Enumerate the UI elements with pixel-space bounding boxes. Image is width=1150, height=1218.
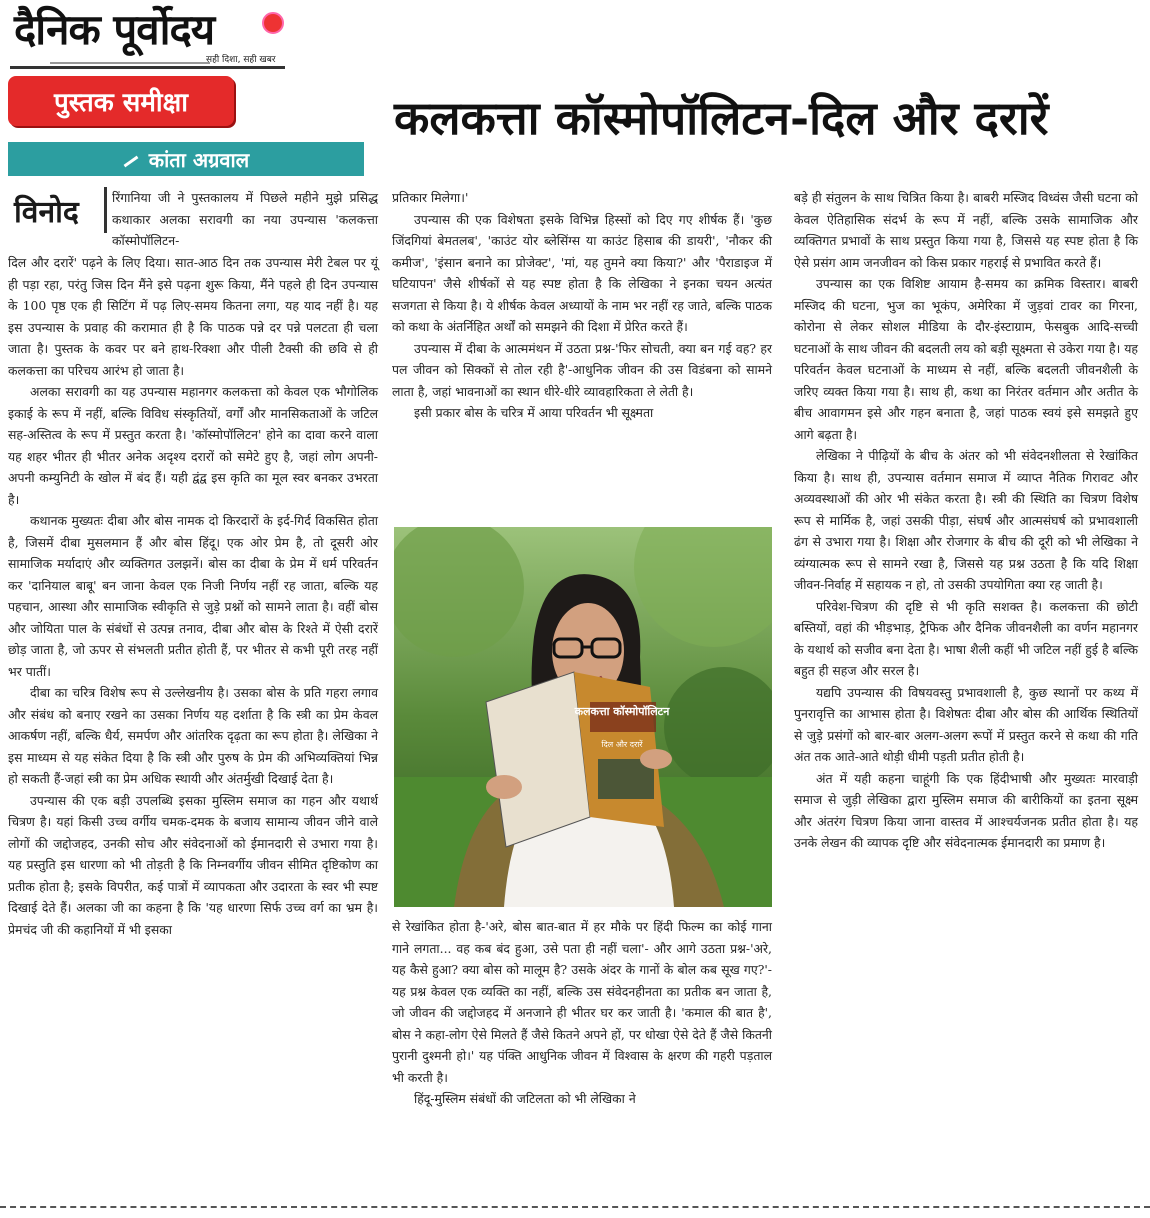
paragraph: उपन्यास का एक विशिष्ट आयाम है-समय का क्रमिक विस्तार। बाबरी मस्जिद की घटना, भुज का भूकंप, अमेरिका में जुड़वां टावर का गिरना, कोरोना से लेकर सोशल मीडिया के दौर-इंस्टाग्राम, फेसबुक आदि-सच्ची घटनाओं के साथ जीवन की बदलती लय को बड़ी सूक्ष्मता से उकेरा गया है। यह परिवर्तन केवल घटनाओं के माध्यम से नहीं, बल्कि बदलती जीवनशैली के जरिए व्यक्त किया गया है। साथ ही, कथा का निरंतर वर्तमान और अतीत के बीच आवागमन इसे और गहन बनाता है, जहां पाठक स्वयं इसे समझते हुए आगे बढ़ता है। (794, 276, 1138, 442)
column1-lead (112, 187, 378, 252)
article-headline: कलकत्ता कॉस्मोपॉलिटन-दिल और दरारें (394, 91, 1049, 145)
column1 (8, 252, 378, 940)
lead-paragraph: रिंगानिया जी ने पुस्तकालय में पिछले महीने मुझे प्रसिद्ध कथाकार अलका सरावगी का नया उपन्यास 'कलकत्ता कॉस्मोपॉलिटन- (112, 190, 378, 248)
section-label-text: पुस्तक समीक्षा (54, 88, 188, 118)
masthead-tagline: सही दिशा, सही खबर (206, 55, 276, 65)
pen-icon (123, 155, 138, 167)
newspaper-name: दैनिक पूर्वोदय (14, 5, 215, 54)
paragraph: अंत में यही कहना चाहूंगी कि एक हिंदीभाषी और मुख्यतः मारवाड़ी समाज से जुड़ी लेखिका द्वारा मुस्लिम समाज की बारीकियों का इतना सूक्ष्म और अंतरंग चित्रण किया जाना वास्तव में आश्चर्यजनक प्रतीत होता है। यह उनके लेखन की व्यापक दृष्टि और संवेदनात्मक ईमानदारी का प्रमाण है। (794, 770, 1138, 850)
paragraph: से रेखांकित होता है-'अरे, बोस बात-बात में हर मौके पर हिंदी फिल्म का कोई गाना गाने लगता... वह कब बंद हुआ, उसे पता ही नहीं चला'- और आगे उठता प्रश्न-'अरे, यह कैसे हुआ? क्या बोस को मालूम है? उसके अंदर के गानों के बोल कब सूख गए?'-यह प्रश्न केवल एक व्यक्ति का नहीं, बल्कि उस संवेदनहीनता का प्रतीक बन जाता है, जो जीवन की जद्दोजहद में अनजाने ही भीतर घर कर जाती है। 'कमाल की बात है', बोस ने कहा-लोग ऐसे मिलते हैं जैसे कितने अपने हों, पर धोखा ऐसे देते हैं जैसे कितनी पुरानी दुश्मनी हो।' यह पंक्ति आधुनिक जीवन में विश्वास के क्षरण की गहरी पड़ताल भी करती है। (392, 919, 772, 1085)
column2-top (392, 187, 772, 424)
author-line (123, 146, 250, 173)
paragraph: बड़े ही संतुलन के साथ चित्रित किया है। बाबरी मस्जिद विध्वंस जैसी घटना को केवल ऐतिहासिक संदर्भ के रूप में नहीं, बल्कि उसके सामाजिक और व्यक्तिगत प्रभावों के साथ प्रस्तुत किया गया है, जिससे यह स्पष्ट होता है कि ऐसे प्रसंग आम जनजीवन को किस प्रकार गहराई से प्रभावित करते हैं। (794, 190, 1138, 270)
paragraph: उपन्यास की एक विशेषता इसके विभिन्न हिस्सों को दिए गए शीर्षक हैं। 'कुछ जिंदगियां बेमतलब', 'काउंट योर ब्लेसिंग्स या काउंट हिसाब की डायरी', 'नौकर की कमीज', 'इंसान बनाने का प्रोजेक्ट', 'मां, यह तुमने क्या किया?' और 'पैराडाइज में घटियापन' जैसे शीर्षकों से यह स्पष्ट होता है कि लेखिका ने इनका चयन अत्यंत सजगता से किया है। ये शीर्षक केवल अध्यायों के नाम भर नहीं रह जाते, बल्कि पाठक को कथा के अंतर्निहित अर्थों को समझने की दिशा में प्रेरित करते हैं। (392, 211, 772, 334)
byline-box (8, 187, 107, 233)
section-label (8, 76, 234, 126)
paragraph: दीबा का चरित्र विशेष रूप से उल्लेखनीय है। उसका बोस के प्रति गहरा लगाव और संबंध को बनाए रखने का उसका निर्णय यह दर्शाता है कि स्त्री का प्रेम केवल आकर्षण नहीं, बल्कि धैर्य, समर्पण और आंतरिक दृढ़ता का रूप होता है। लेखिका ने इस माध्यम से यह संकेत दिया है कि स्त्री और पुरुष के प्रेम की अभिव्यक्तियां भिन्न हो सकती हैं-जहां स्त्री का प्रेम अधिक स्थायी और अंतर्मुखी दिखाई देता है। (8, 685, 378, 786)
byline-name: विनोद (14, 194, 79, 230)
photo-illustration (394, 527, 772, 907)
paragraph: प्रतिकार मिलेगा।' (392, 190, 469, 205)
paragraph: परिवेश-चित्रण की दृष्टि से भी कृति सशक्त है। कलकत्ता की छोटी बस्तियों, वहां की भीड़भाड़, ट्रैफिक और दैनिक जीवनशैली का वर्णन महानगर के यथार्थ को सजीव बना देता है। भाषा शैली कहीं भी जटिल नहीं हुई है बल्कि बहुत ही सहज और सरल है। (794, 598, 1138, 678)
author-photo (394, 527, 772, 907)
paragraph: उपन्यास की एक बड़ी उपलब्धि इसका मुस्लिम समाज का गहन और यथार्थ चित्रण है। यहां किसी उच्च वर्गीय चमक-दमक के बजाय सामान्य जीवन जीने वाले लोगों की जद्दोजहद, उनकी सोच और संवेदनाओं को ईमानदारी से उभारा गया है। यह प्रस्तुति इस धारणा को भी तोड़ती है कि निम्नवर्गीय जीवन सीमित दृष्टिकोण का प्रतीक होता है; इसके विपरीत, कई पात्रों में व्यापकता और उदारता के स्वर भी स्पष्ट दिखाई देते हैं। अलका जी का कहना है कि 'यह धारणा सिर्फ उच्च वर्ग का भ्रम है। प्रेमचंद जी की कहानियों में भी इसका (8, 792, 378, 937)
paragraph: इसी प्रकार बोस के चरित्र में आया परिवर्तन भी सूक्ष्मता (414, 405, 654, 420)
paragraph: अलका सरावगी का यह उपन्यास महानगर कलकत्ता को केवल एक भौगोलिक इकाई के रूप में नहीं, बल्कि विविध संस्कृतियों, वर्गों और मानसिकताओं के जटिल सह-अस्तित्व के रूप में प्रस्तुत करता है। 'कॉस्मोपॉलिटन' होने का दावा करने वाला यह शहर भीतर ही भीतर अनेक अदृश्य दरारों को समेटे हुए है, जहां लोग अपनी-अपनी कम्युनिटी के खोल में बंद हैं। यही द्वंद्व इस कृति का मूल स्वर बनकर उभरता है। (8, 384, 378, 507)
paragraph: लेखिका ने पीढ़ियों के बीच के अंतर को भी संवेदनशीलता से रेखांकित किया है। साथ ही, उपन्यास वर्तमान समाज में व्याप्त नैतिक गिरावट और अव्यवस्थाओं की ओर भी संकेत करता है। स्त्री की स्थिति का चित्रण विशेष रूप से मार्मिक है, जहां उसकी पीड़ा, संघर्ष और आत्मसंघर्ष को प्रभावशाली ढंग से उभारा गया है। शिक्षा और रोजगार के बीच की दूरी को भी लेखिका ने व्यंग्यात्मक रूप से सामने रखा है, जिससे यह प्रश्न उठता है कि यदि शिक्षा जीवन-निर्वाह में सहायक न हो, तो उसकी उपयोगिता क्या रह जाती है। (794, 448, 1138, 592)
author-bar (8, 142, 364, 176)
masthead (10, 4, 285, 72)
paragraph: यद्यपि उपन्यास की विषयवस्तु प्रभावशाली है, कुछ स्थानों पर कथ्य में पुनरावृत्ति का आभास होता है। विशेषतः दीबा और बोस की आर्थिक स्थितियों से जुड़े प्रसंगों को बार-बार अलग-अलग रूपों में प्रस्तुत करने से कथा की गति अंत तक आते-आते थोड़ी धीमी पड़ती प्रतीत होती है। (794, 684, 1138, 764)
column2-bottom (392, 916, 772, 1110)
book-cover-title: कलकत्ता कॉस्मोपॉलिटन (574, 705, 670, 718)
column3 (794, 187, 1138, 854)
paragraph: दिल और दरारें' पढ़ने के लिए दिया। सात-आठ दिन तक उपन्यास मेरी टेबल पर यूं ही पड़ा रहा, परंतु जिस दिन मैंने इसे पढ़ना शुरू किया, मैंने पहले ही दिन उपन्यास के 100 पृष्ठ एक ही सिटिंग में पढ़ लिए-समय कितना लगा, यह याद नहीं है। यह इस उपन्यास के प्रवाह की करामात ही है कि पाठक पन्ने दर पन्ने पलटता ही चला जाता है। पुस्तक के कवर पर बने हाथ-रिक्शा और पीली टैक्सी की छवि से ही कलकत्ता का परिचय आरंभ हो जाता है। (8, 255, 378, 378)
masthead-underline (10, 66, 285, 69)
paragraph: उपन्यास में दीबा के आत्ममंथन में उठता प्रश्न-'फिर सोचती, क्या बन गई वह? हर पल जीवन को सिक्कों से तोल रही है'-आधुनिक जीवन की उस विडंबना को सामने लाता है, जहां भावनाओं का स्थान धीरे-धीरे व्यावहारिकता ले लेती है। (392, 340, 772, 399)
sun-logo-icon (262, 12, 284, 34)
author-name: कांता अग्रवाल (148, 147, 250, 172)
masthead-rule (50, 62, 210, 64)
bottom-dashed-rule (0, 1206, 1150, 1208)
paragraph: हिंदू-मुस्लिम संबंधों की जटिलता को भी लेखिका ने (414, 1091, 636, 1106)
book-cover-subtitle: दिल और दरारें (601, 740, 643, 749)
paragraph: कथानक मुख्यतः दीबा और बोस नामक दो किरदारों के इर्द-गिर्द विकसित होता है, जिसमें दीबा मुसलमान हैं और बोस हिंदू। एक ओर प्रेम है, तो दूसरी ओर सामाजिक मर्यादाएं और व्यक्तिगत उलझनें। बोस का दीबा के प्रेम में धर्म परिवर्तन कर 'दानियाल बाबू' बन जाना केवल एक निजी निर्णय नहीं रह जाता, बल्कि यह पहचान, आस्था और सामाजिक स्वीकृति से जुड़े प्रश्नों को सामने लाता है। वहीं बोस और जोयिता पाल के संबंधों से उत्पन्न तनाव, दीबा और बोस के रिश्ते में ऐसी दरारें छोड़ जाता है, जो ऊपर से संभलती प्रतीत होती हैं, पर भीतर से कभी पूरी तरह नहीं भर पातीं। (8, 513, 378, 679)
